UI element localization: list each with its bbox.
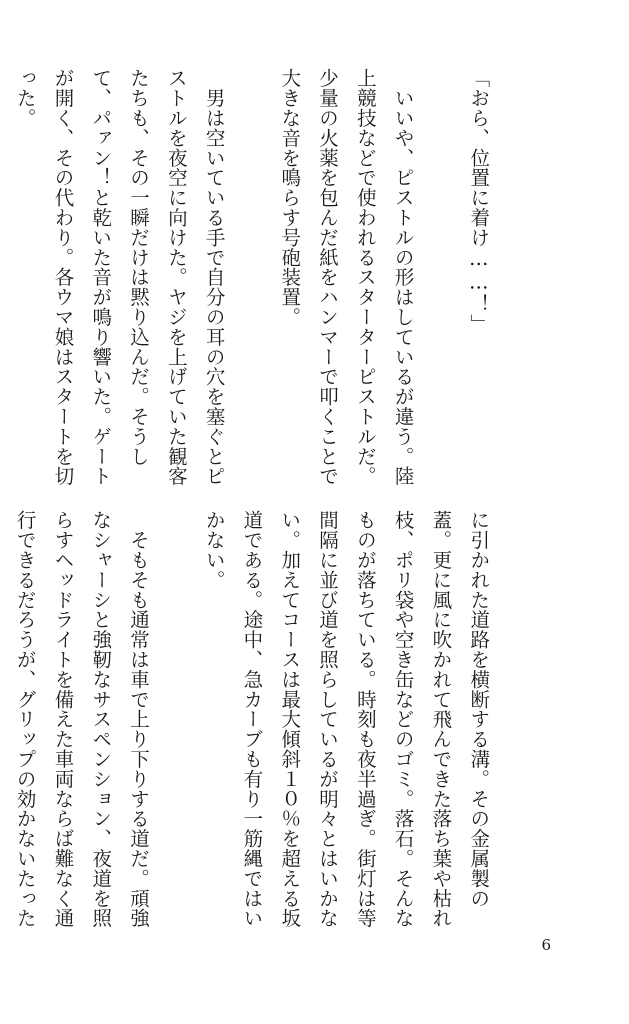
- text-block-bottom: [13, 510, 535, 940]
- page-number: 6: [541, 936, 551, 954]
- paragraph: に引かれた道路を横断する溝。その金属製の蓋。更に風に吹かれて飛んできた落ち葉や枯れ枝、ポリ袋や空き缶などのゴミ。落石。そんなものが落ちている。時刻も夜半過ぎ。街灯は等間隔に並び道を照らしているが明々とはいかない。加えてコースは最大傾斜１０％を超える坂道である。途中、急カーブも有り一筋縄ではいかない。: [202, 510, 491, 928]
- text-block-top: [13, 68, 535, 498]
- paragraph: いいや、ピストルの形はしているが違う。陸上競技などで使われるスターターピストルだ。少量の火薬を包んだ紙をハンマーで叩くことで大きな音を鳴らす号砲装置。: [278, 68, 415, 486]
- paragraph: 男は空いている手で自分の耳の穴を塞ぐとピストルを夜空に向けた。ヤジを上げていた観客たちも、その一瞬だけは黙り込んだ。そうして、パァン！と乾いた音が鳴り響いた。ゲートが開く、その代わり。各ウマ娘はスタートを切った。: [13, 68, 226, 486]
- paragraph: そもそも通常は車で上り下りする道だ。頑強なシャーシと強靭なサスペンション、夜道を照らすヘッドライトを備えた車両ならば難なく通行できるだろうが、グリップの効かないたった: [13, 510, 151, 928]
- paragraph: 「おら、位置に着け……！」: [467, 68, 491, 334]
